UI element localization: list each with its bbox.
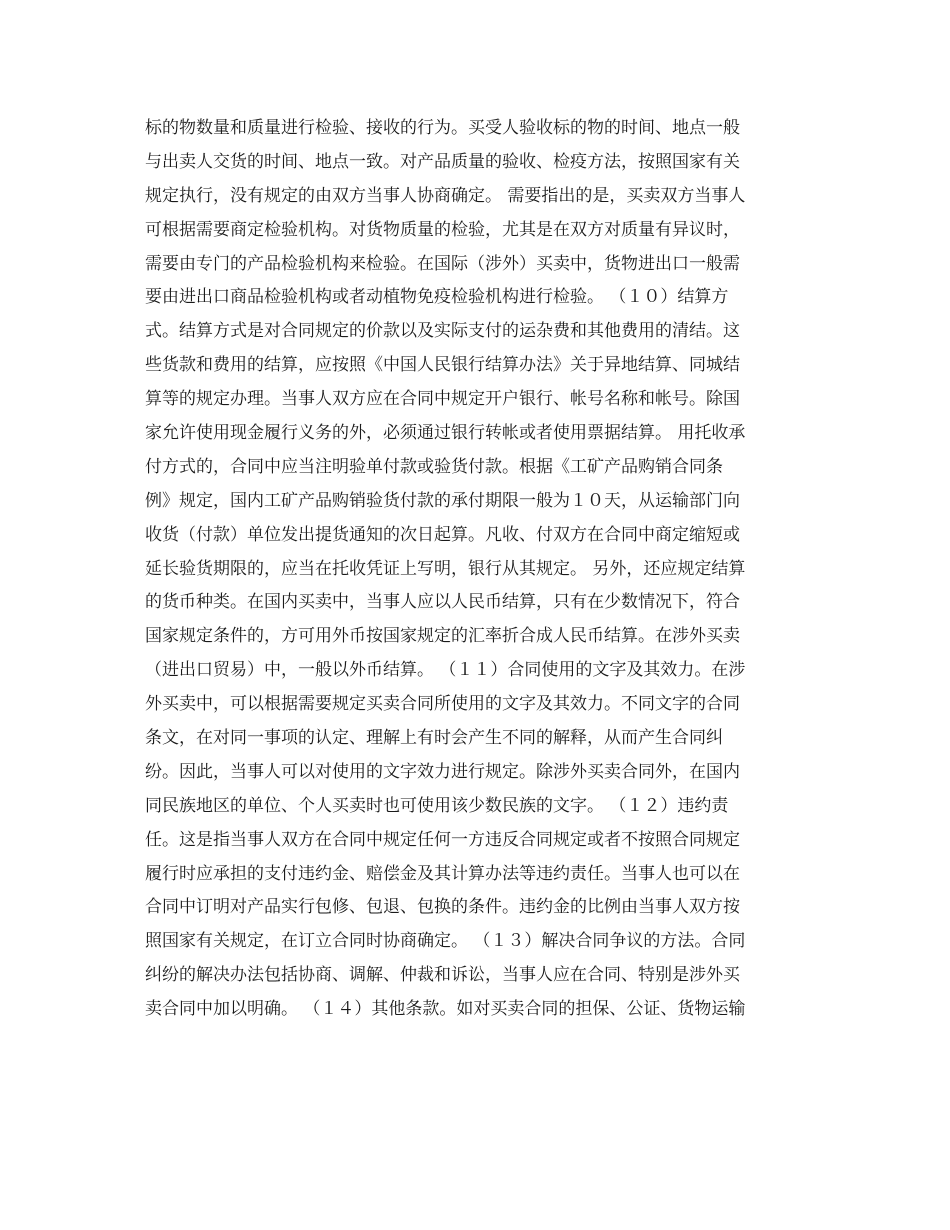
text-line: 任。这是指当事人双方在合同中规定任何一方违反合同规定或者不按照合同规定: [145, 829, 740, 850]
text-line: 外买卖中，可以根据需要规定买卖合同所使用的文字及其效力。不同文字的合同: [145, 694, 740, 715]
text-line: 要由进出口商品检验机构或者动植物免疫检验机构进行检验。 （１０）结算方: [145, 287, 729, 308]
text-line: 合同中订明对产品实行包修、包退、包换的条件。违约金的比例由当事人双方按: [145, 897, 740, 918]
text-line: 规定执行，没有规定的由双方当事人协商确定。 需要指出的是，买卖双方当事人: [145, 185, 746, 206]
body-text: [145, 112, 805, 1027]
text-line: 纷。因此，当事人可以对使用的文字效力进行规定。除涉外买卖合同外，在国内: [145, 761, 740, 782]
text-line: 的货币种类。在国内买卖中，当事人应以人民币结算，只有在少数情况下，符合: [145, 592, 740, 613]
text-line: 需要由专门的产品检验机构来检验。在国际（涉外）买卖中，货物进出口一般需: [145, 253, 740, 274]
text-line: 国家规定条件的，方可用外币按国家规定的汇率折合成人民币结算。在涉外买卖: [145, 626, 740, 647]
text-line: 履行时应承担的支付违约金、赔偿金及其计算办法等违约责任。当事人也可以在: [145, 863, 740, 884]
text-line: 标的物数量和质量进行检验、接收的行为。买受人验收标的物的时间、地点一般: [145, 118, 740, 138]
text-line: 收货（付款）单位发出提货通知的次日起算。凡收、付双方在合同中商定缩短或: [145, 524, 740, 545]
text-line: 付方式的，合同中应当注明验单付款或验货付款。根据《工矿产品购销合同条: [145, 456, 723, 477]
text-line: 与出卖人交货的时间、地点一致。对产品质量的验收、检疫方法，按照国家有关: [145, 151, 740, 172]
text-line: 例》规定，国内工矿产品购销验货付款的承付期限一般为１０天，从运输部门向: [145, 490, 740, 511]
text-line: 延长验货期限的，应当在托收凭证上写明，银行从其规定。 另外，还应规定结算: [145, 558, 746, 579]
text-line: 式。结算方式是对合同规定的价款以及实际支付的运杂费和其他费用的清结。这: [145, 321, 740, 342]
text-line: 照国家有关规定，在订立合同时协商确定。 （１３）解决合同争议的方法。合同: [145, 931, 746, 952]
text-line: 同民族地区的单位、个人买卖时也可使用该少数民族的文字。 （１２）违约责: [145, 795, 729, 816]
text-line: 卖合同中加以明确。 （１４）其他条款。如对买卖合同的担保、公证、货物运输: [145, 999, 746, 1020]
text-line: 些货款和费用的结算，应按照《中国人民银行结算办法》关于异地结算、同城结: [145, 355, 740, 376]
text-line: 算等的规定办理。当事人双方应在合同中规定开户银行、帐号名称和帐号。除国: [145, 389, 740, 410]
text-line: 条文，在对同一事项的认定、理解上有时会产生不同的解释，从而产生合同纠: [145, 728, 723, 749]
text-line: 纠纷的解决办法包括协商、调解、仲裁和诉讼，当事人应在合同、特别是涉外买: [145, 965, 740, 986]
text-line: 家允许使用现金履行义务的外，必须通过银行转帐或者使用票据结算。 用托收承: [145, 423, 746, 444]
text-line: 可根据需要商定检验机构。对货物质量的检验，尤其是在双方对质量有异议时，: [145, 219, 740, 240]
text-line: （进出口贸易）中，一般以外币结算。 （１１）合同使用的文字及其效力。在涉: [145, 660, 746, 681]
